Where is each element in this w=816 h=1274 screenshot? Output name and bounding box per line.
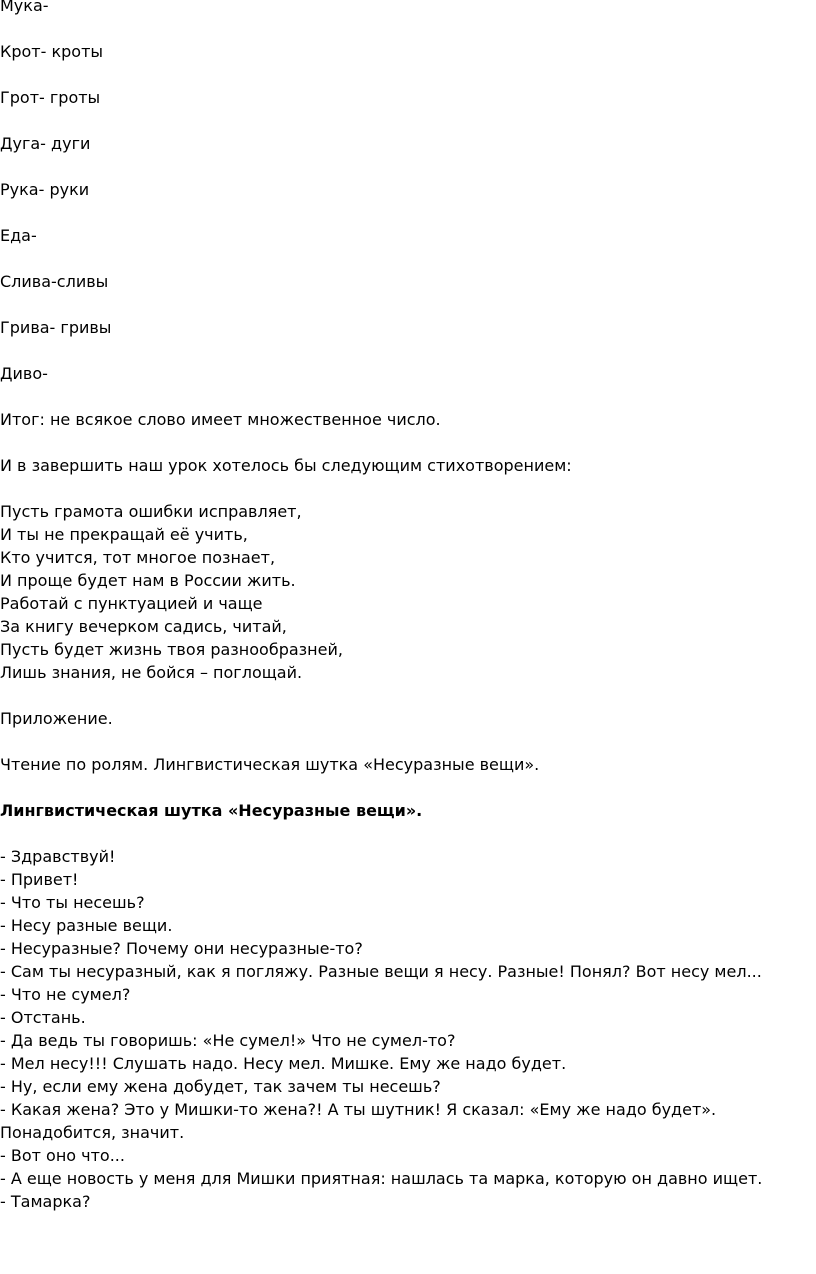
poem-line: Кто учится, тот многое познает, bbox=[0, 548, 276, 567]
word-pair: Рука- руки bbox=[0, 180, 90, 199]
dialog-line: - Ну, если ему жена добудет, так зачем ты несешь? bbox=[0, 1077, 441, 1096]
poem-line: И проще будет нам в России жить. bbox=[0, 571, 296, 590]
word-pair: Крот- кроты bbox=[0, 42, 104, 61]
poem-line: И ты не прекращай её учить, bbox=[0, 525, 248, 544]
conclusion-text: Итог: не всякое слово имеет множественное число. bbox=[0, 410, 441, 429]
appendix-heading: Приложение. bbox=[0, 709, 113, 728]
dialog-line: - Несуразные? Почему они несуразные-то? bbox=[0, 939, 363, 958]
dialog-title: Лингвистическая шутка «Несуразные вещи». bbox=[0, 801, 423, 820]
word-pair: Дуга- дуги bbox=[0, 134, 91, 153]
dialog-line: - Несу разные вещи. bbox=[0, 916, 173, 935]
poem-line: Пусть грамота ошибки исправляет, bbox=[0, 502, 302, 521]
dialog-line: - Вот оно что... bbox=[0, 1146, 125, 1165]
dialog bbox=[0, 845, 812, 1213]
dialog-line: - Здравствуй! bbox=[0, 847, 116, 866]
poem-line: Лишь знания, не бойся – поглощай. bbox=[0, 663, 303, 682]
dialog-line: - Сам ты несуразный, как я погляжу. Разные вещи я несу. Разные! Понял? Вот несу мел... bbox=[0, 962, 762, 981]
dialog-line: - Что ты несешь? bbox=[0, 893, 145, 912]
dialog-line: - Мел несу!!! Слушать надо. Несу мел. Мишке. Ему же надо будет. bbox=[0, 1054, 567, 1073]
dialog-line: - Да ведь ты говоришь: «Не сумел!» Что не сумел-то? bbox=[0, 1031, 456, 1050]
word-pairs bbox=[0, 0, 812, 408]
word-pair: Еда- bbox=[0, 226, 37, 245]
poem bbox=[0, 500, 812, 684]
word-pair: Мука- bbox=[0, 0, 49, 15]
word-pair: Слива-сливы bbox=[0, 272, 109, 291]
word-pair: Грива- гривы bbox=[0, 318, 112, 337]
dialog-line: - Отстань. bbox=[0, 1008, 86, 1027]
reading-text: Чтение по ролям. Лингвистическая шутка «Несуразные вещи». bbox=[0, 755, 540, 774]
word-pair: Диво- bbox=[0, 364, 48, 383]
poem-intro-text: И в завершить наш урок хотелось бы следующим стихотворением: bbox=[0, 456, 572, 475]
dialog-line: - Тамарка? bbox=[0, 1192, 91, 1211]
dialog-line: - Какая жена? Это у Мишки-то жена?! А ты шутник! Я сказал: «Ему же надо будет». Понадобится, значит. bbox=[0, 1100, 722, 1142]
word-pair: Грот- гроты bbox=[0, 88, 101, 107]
dialog-line: - А еще новость у меня для Мишки приятная: нашлась та марка, которую он давно ищет. bbox=[0, 1169, 763, 1188]
poem-line: Работай с пунктуацией и чаще bbox=[0, 594, 263, 613]
poem-line: За книгу вечерком садись, читай, bbox=[0, 617, 287, 636]
dialog-line: - Что не сумел? bbox=[0, 985, 131, 1004]
poem-line: Пусть будет жизнь твоя разнообразней, bbox=[0, 640, 343, 659]
dialog-line: - Привет! bbox=[0, 870, 79, 889]
